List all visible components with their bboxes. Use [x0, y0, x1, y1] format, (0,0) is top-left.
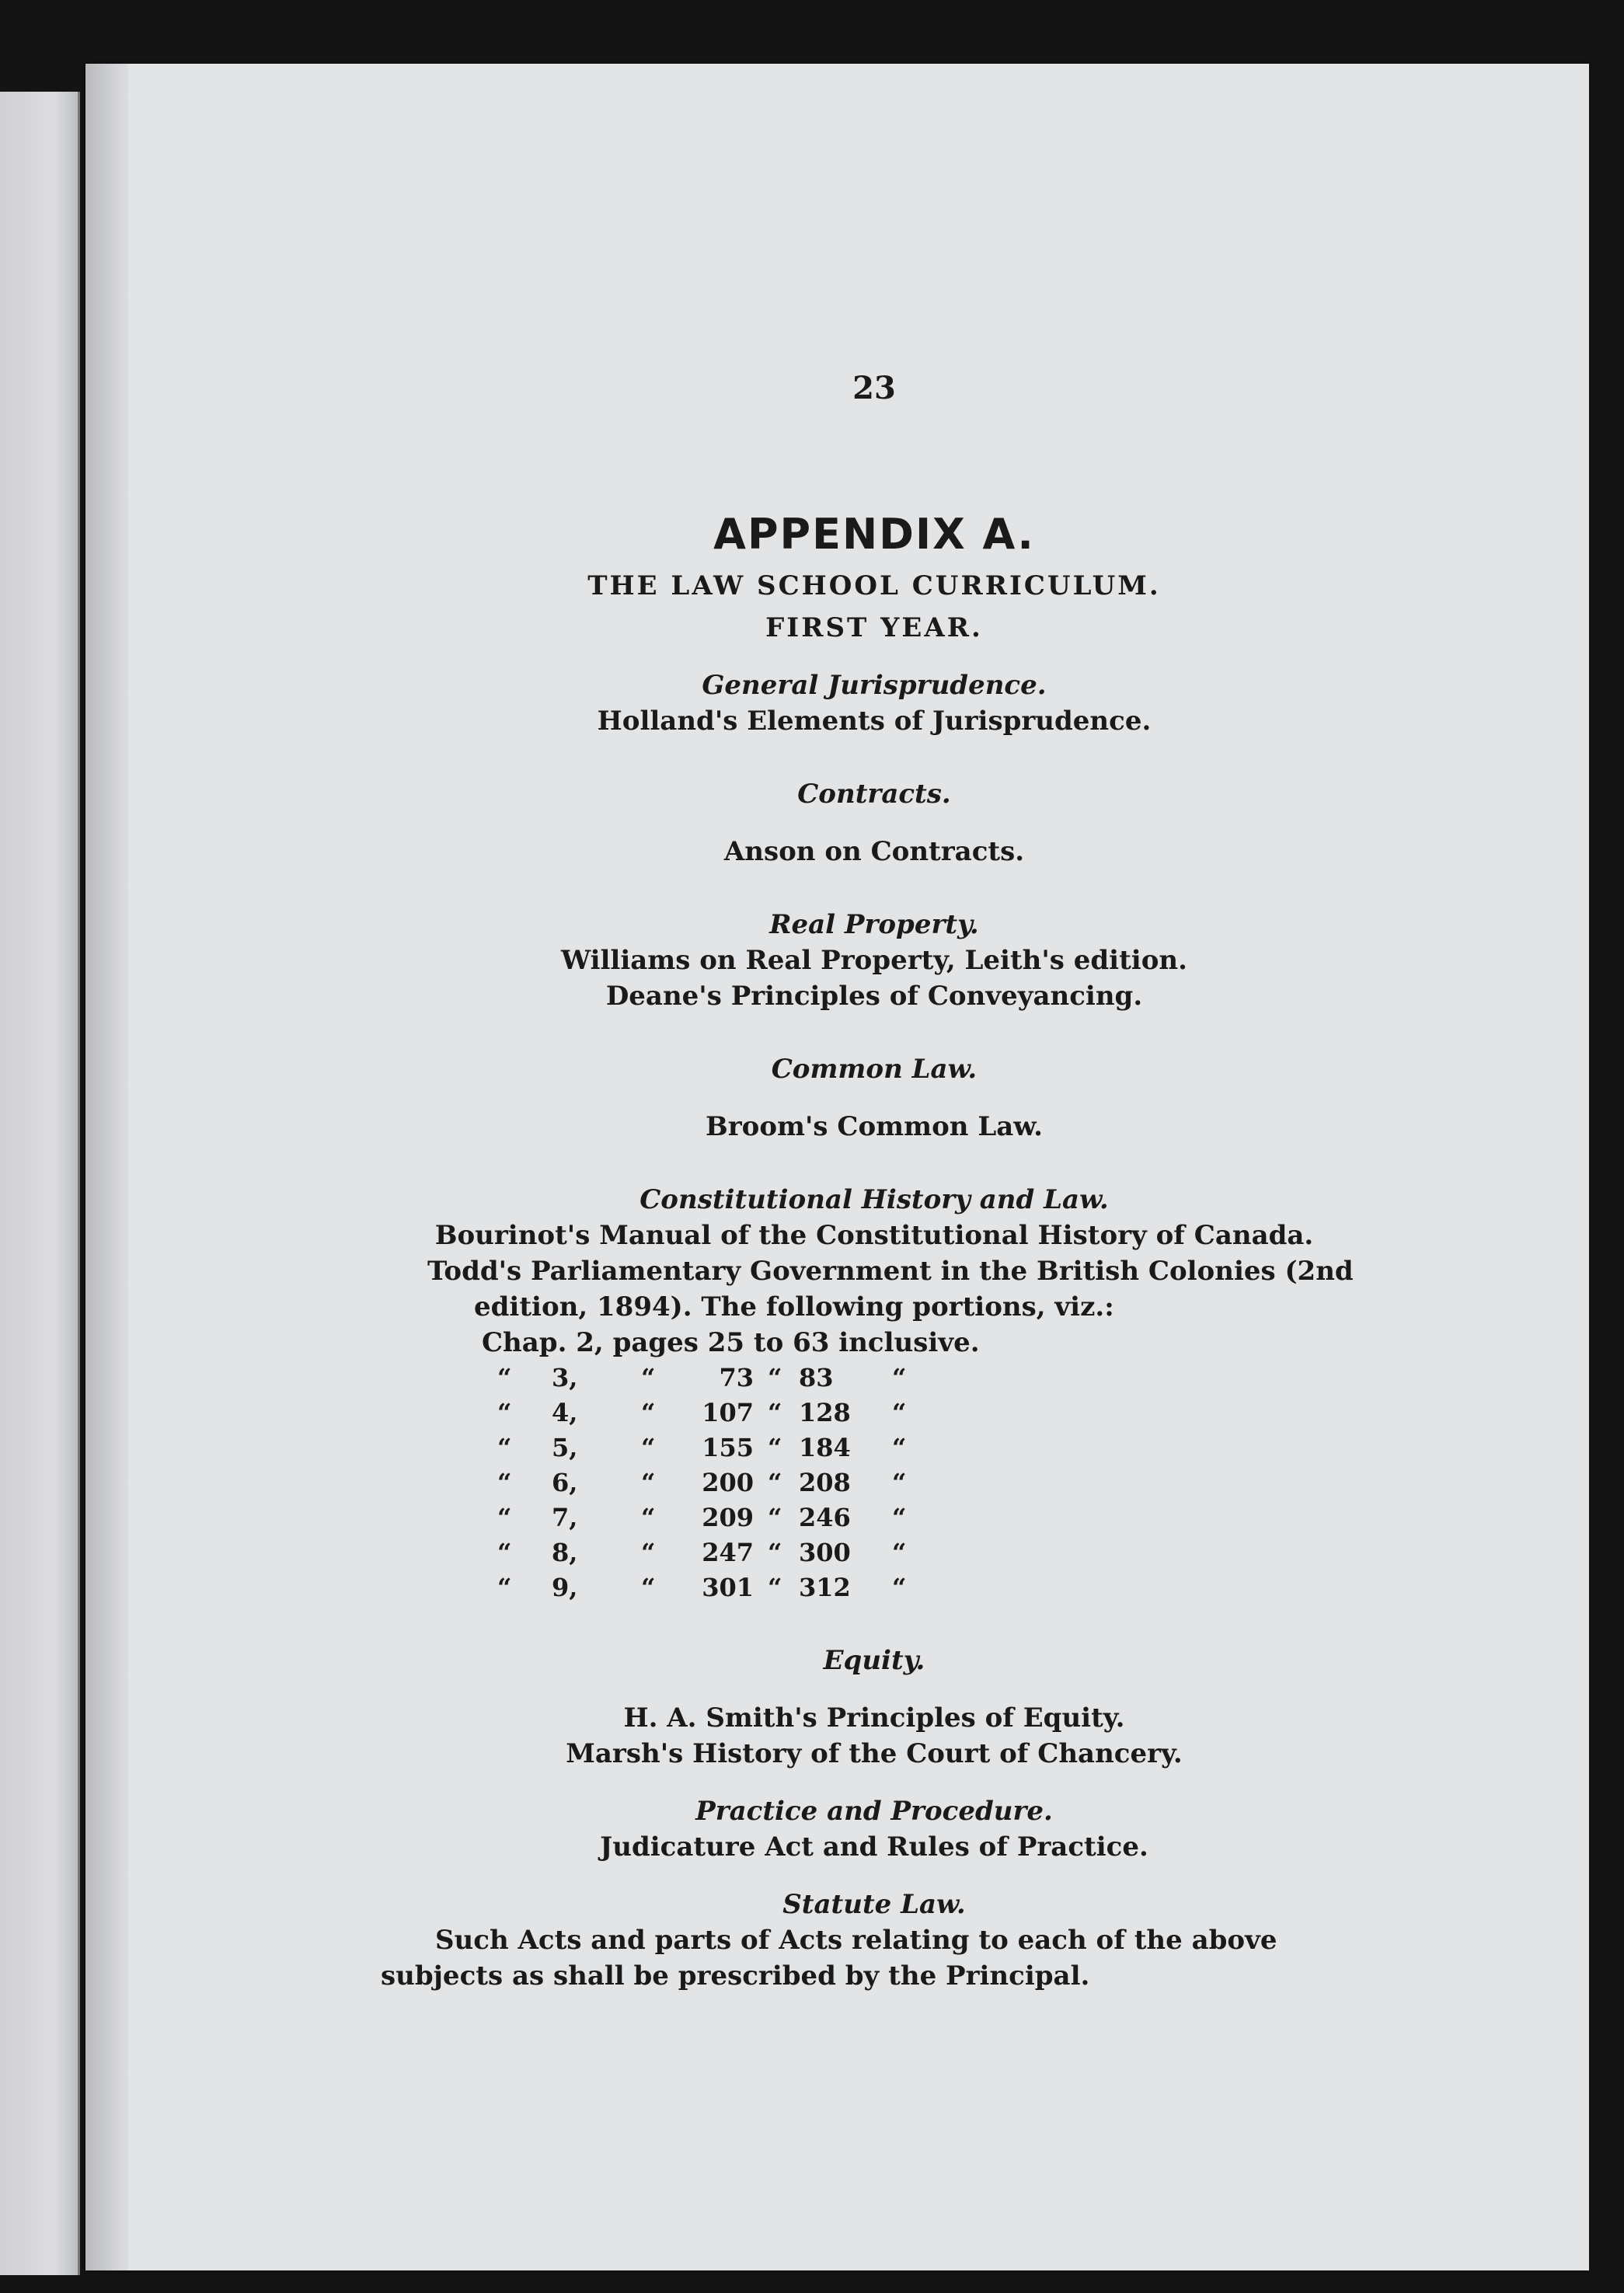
book-anson: Anson on Contracts. — [723, 836, 1025, 867]
page-gutter — [85, 64, 128, 2270]
chapter-number: 9, — [552, 1573, 578, 1602]
page-from: 247 — [702, 1538, 754, 1567]
page-to: 208 — [799, 1468, 851, 1497]
book-williams: Williams on Real Property, Leith's edition. — [561, 945, 1187, 976]
chapter-number: 7, — [552, 1503, 578, 1532]
book-deane: Deane's Principles of Conveyancing. — [605, 981, 1143, 1012]
page-number: 23 — [852, 370, 896, 406]
section-heading-constitutional: Constitutional History and Law. — [639, 1184, 1109, 1215]
page-content — [381, 371, 1368, 1994]
page-from: 155 — [702, 1433, 754, 1462]
book-smith: H. A. Smith's Principles of Equity. — [623, 1702, 1125, 1734]
chapter-row: “ 5, “ 155 “ 184 “ — [381, 1431, 1368, 1465]
chapter-row: “ 6, “ 200 “ 208 “ — [381, 1465, 1368, 1500]
year-heading: FIRST YEAR. — [765, 612, 983, 643]
page-to: 184 — [799, 1433, 851, 1462]
chapter-number: 3, — [552, 1363, 578, 1392]
book-bourinot: Bourinot's Manual of the Constitutional History of Canada. — [434, 1220, 1314, 1251]
chapter-row: “ 3, “ 73 “ 83 “ — [381, 1361, 1368, 1396]
left-page-edge — [0, 92, 80, 2275]
section-heading-statute: Statute Law. — [782, 1889, 966, 1920]
page-to: 128 — [799, 1398, 851, 1427]
chapter-row: “ 7, “ 209 “ 246 “ — [381, 1500, 1368, 1535]
page-to: 300 — [799, 1538, 851, 1567]
chapter-number: 5, — [552, 1433, 578, 1462]
chapter-row: “ 4, “ 107 “ 128 “ — [381, 1396, 1368, 1431]
chapter-row-first: Chap. 2, pages 25 to 63 inclusive. — [482, 1327, 980, 1358]
book-judicature: Judicature Act and Rules of Practice. — [600, 1831, 1148, 1863]
section-heading-practice: Practice and Procedure. — [695, 1796, 1053, 1827]
section-heading-common-law: Common Law. — [771, 1054, 978, 1085]
page-from: 73 — [719, 1363, 754, 1392]
chapter-row: “ 8, “ 247 “ 300 “ — [381, 1535, 1368, 1570]
statute-text: Such Acts and parts of Acts relating to each of the above subjects as shall be prescribed by the Principal. — [381, 1925, 1277, 1992]
book-holland: Holland's Elements of Jurisprudence. — [597, 706, 1152, 737]
curriculum-subtitle: THE LAW SCHOOL CURRICULUM. — [587, 570, 1161, 601]
section-heading-real-property: Real Property. — [769, 909, 979, 940]
page-from: 301 — [702, 1573, 754, 1602]
book-broom: Broom's Common Law. — [706, 1111, 1043, 1142]
appendix-title: APPENDIX A. — [713, 510, 1035, 559]
page-from: 107 — [702, 1398, 754, 1427]
chapter-number: 6, — [552, 1468, 578, 1497]
chapter-table — [381, 1361, 1368, 1605]
page-from: 200 — [702, 1468, 754, 1497]
document-page — [85, 64, 1589, 2270]
page-from: 209 — [702, 1503, 754, 1532]
chapter-row: “ 9, “ 301 “ 312 “ — [381, 1570, 1368, 1605]
section-heading-equity: Equity. — [823, 1645, 925, 1676]
section-heading-contracts: Contracts. — [797, 779, 951, 810]
page-to: 312 — [799, 1573, 851, 1602]
chapter-number: 4, — [552, 1398, 578, 1427]
chapter-number: 8, — [552, 1538, 578, 1567]
book-todd: Todd's Parliamentary Government in the British Colonies (2nd edition, 1894). The following portions, viz.: — [427, 1256, 1354, 1322]
book-marsh: Marsh's History of the Court of Chancery. — [566, 1738, 1183, 1769]
page-to: 246 — [799, 1503, 851, 1532]
section-heading-jurisprudence: General Jurisprudence. — [702, 670, 1047, 701]
page-to: 83 — [799, 1363, 834, 1392]
